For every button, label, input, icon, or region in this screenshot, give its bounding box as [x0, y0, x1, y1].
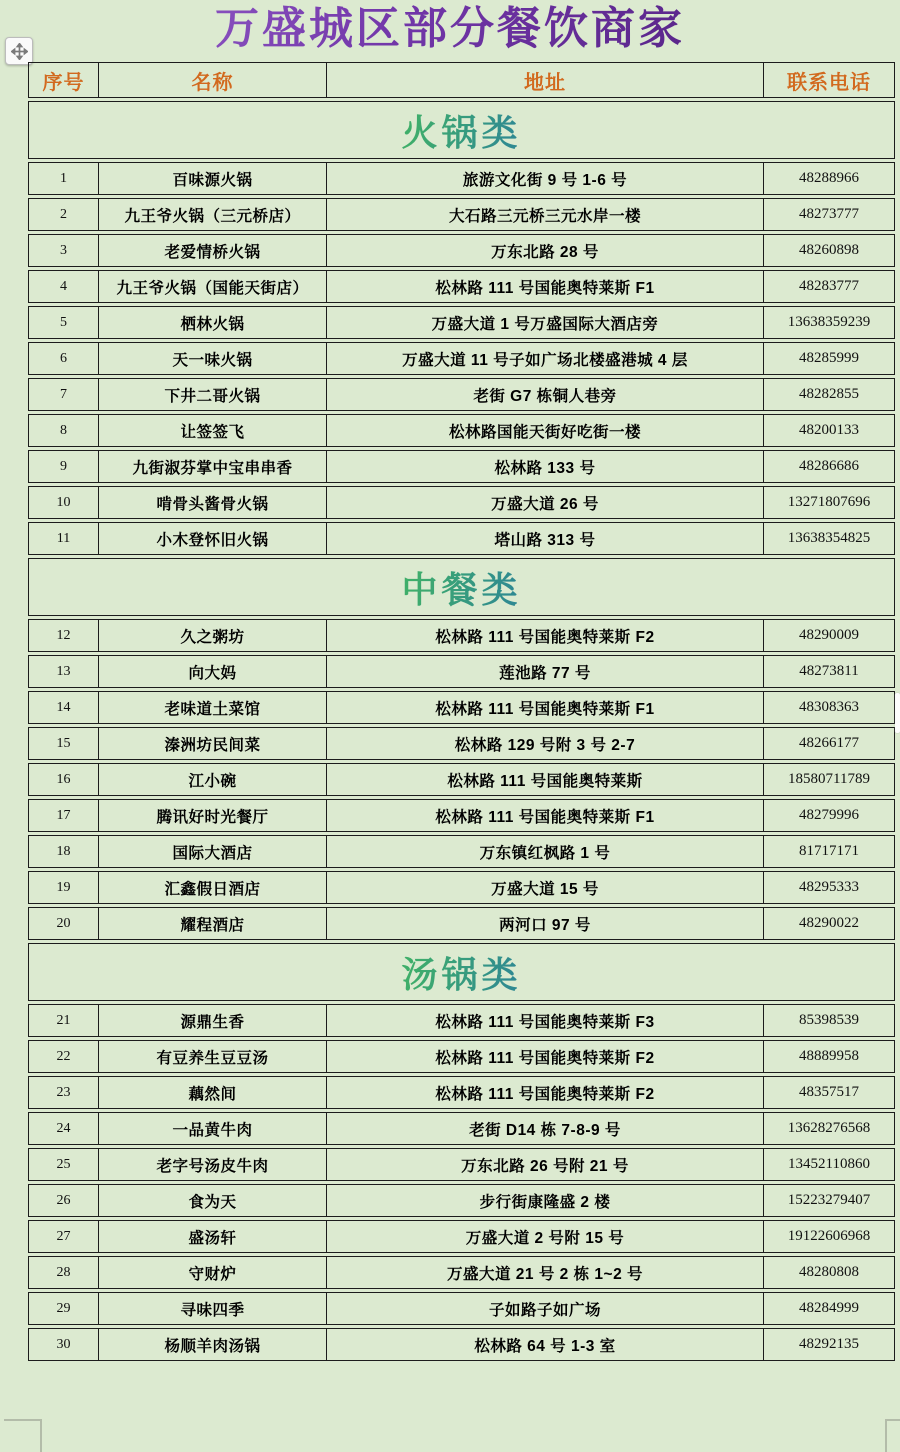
cell-phone[interactable]: 81717171 [763, 836, 894, 867]
cell-addr[interactable]: 莲池路 77 号 [326, 656, 763, 687]
cell-addr[interactable]: 塔山路 313 号 [326, 523, 763, 554]
cell-addr[interactable]: 松林路 111 号国能奥特莱斯 F1 [326, 692, 763, 723]
cell-phone[interactable]: 48288966 [763, 163, 894, 194]
table-row [28, 619, 895, 652]
table-row [28, 1004, 895, 1037]
section-label[interactable]: 汤锅类 [401, 947, 521, 998]
cell-name[interactable]: 让签签飞 [98, 415, 326, 446]
cell-phone[interactable]: 48283777 [763, 271, 894, 302]
cell-name[interactable]: 啃骨头酱骨火锅 [98, 487, 326, 518]
cell-seq[interactable]: 14 [56, 699, 71, 715]
section-label[interactable]: 火锅类 [401, 105, 521, 156]
cell-phone[interactable]: 48273777 [763, 199, 894, 230]
header-cell-addr[interactable]: 地址 [326, 63, 763, 97]
cell-addr[interactable]: 万盛大道 2 号附 15 号 [326, 1221, 763, 1252]
cell-seq[interactable]: 23 [56, 1084, 71, 1100]
cell-phone[interactable]: 48280808 [763, 1257, 894, 1288]
cell-seq[interactable]: 4 [60, 278, 67, 294]
cell-seq[interactable]: 29 [56, 1300, 71, 1316]
cell-addr[interactable]: 松林路 111 号国能奥特莱斯 F2 [326, 1077, 763, 1108]
cell-addr[interactable]: 松林路国能天街好吃街一楼 [326, 415, 763, 446]
cell-addr[interactable]: 松林路 111 号国能奥特莱斯 [326, 764, 763, 795]
cell-addr[interactable]: 老街 D14 栋 7-8-9 号 [326, 1113, 763, 1144]
table-row [28, 1328, 895, 1361]
cell-phone[interactable]: 48290022 [763, 908, 894, 939]
cell-name[interactable]: 小木登怀旧火锅 [98, 523, 326, 554]
cell-phone[interactable]: 48266177 [763, 728, 894, 759]
table-row [28, 198, 895, 231]
cell-seq[interactable]: 28 [56, 1264, 71, 1280]
cell-name[interactable]: 腾讯好时光餐厅 [98, 800, 326, 831]
table-row [28, 871, 895, 904]
cell-name[interactable]: 杨顺羊肉汤锅 [98, 1329, 326, 1360]
cell-addr[interactable]: 老街 G7 栋铜人巷旁 [326, 379, 763, 410]
cell-seq[interactable]: 15 [56, 735, 71, 751]
cell-addr[interactable]: 松林路 111 号国能奥特莱斯 F3 [326, 1005, 763, 1036]
table-row [28, 1220, 895, 1253]
cell-seq[interactable]: 9 [60, 458, 67, 474]
cell-seq[interactable]: 24 [56, 1120, 71, 1136]
cell-addr[interactable]: 松林路 133 号 [326, 451, 763, 482]
table-row [28, 1184, 895, 1217]
cell-seq[interactable]: 10 [56, 494, 71, 510]
cell-addr[interactable]: 万盛大道 15 号 [326, 872, 763, 903]
cell-seq[interactable]: 11 [56, 530, 71, 546]
cell-name[interactable]: 溱洲坊民间菜 [98, 728, 326, 759]
section-header-row [28, 558, 895, 616]
cell-name[interactable]: 食为天 [98, 1185, 326, 1216]
cell-name[interactable]: 老爱情桥火锅 [98, 235, 326, 266]
cell-name[interactable]: 久之粥坊 [98, 620, 326, 651]
cell-phone[interactable]: 48286686 [763, 451, 894, 482]
section-header-row [28, 101, 895, 159]
cell-phone[interactable]: 48295333 [763, 872, 894, 903]
table-row [28, 378, 895, 411]
cell-phone[interactable]: 85398539 [763, 1005, 894, 1036]
cell-seq[interactable]: 8 [60, 422, 67, 438]
cell-addr[interactable]: 万盛大道 26 号 [326, 487, 763, 518]
scrollbar-thumb[interactable] [895, 693, 900, 733]
cell-name[interactable]: 耀程酒店 [98, 908, 326, 939]
cell-addr[interactable]: 松林路 111 号国能奥特莱斯 F2 [326, 620, 763, 651]
section-header-row [28, 943, 895, 1001]
cell-seq[interactable]: 16 [56, 771, 71, 787]
cell-phone[interactable]: 48260898 [763, 235, 894, 266]
cell-name[interactable]: 汇鑫假日酒店 [98, 872, 326, 903]
cell-phone[interactable]: 48308363 [763, 692, 894, 723]
cell-name[interactable]: 江小碗 [98, 764, 326, 795]
table-row [28, 1292, 895, 1325]
cell-addr[interactable]: 步行街康隆盛 2 楼 [326, 1185, 763, 1216]
page-title[interactable]: 万盛城区部分餐饮商家 [0, 0, 900, 60]
table-row [28, 1148, 895, 1181]
table-row [28, 486, 895, 519]
table-row [28, 162, 895, 195]
cell-phone[interactable]: 48284999 [763, 1293, 894, 1324]
cell-phone[interactable]: 13271807696 [763, 487, 894, 518]
cell-addr[interactable]: 两河口 97 号 [326, 908, 763, 939]
cell-addr[interactable]: 松林路 111 号国能奥特莱斯 F2 [326, 1041, 763, 1072]
cell-seq[interactable]: 2 [60, 206, 67, 222]
cell-seq[interactable]: 22 [56, 1048, 71, 1064]
cell-name[interactable]: 栖林火锅 [98, 307, 326, 338]
cell-addr[interactable]: 旅游文化街 9 号 1-6 号 [326, 163, 763, 194]
table-row [28, 727, 895, 760]
header-cell-seq[interactable]: 序号 [42, 71, 85, 94]
cell-name[interactable]: 藕然间 [98, 1077, 326, 1108]
cell-name[interactable]: 老味道土菜馆 [98, 692, 326, 723]
cell-seq[interactable]: 19 [56, 879, 71, 895]
cell-addr[interactable]: 松林路 111 号国能奥特莱斯 F1 [326, 271, 763, 302]
header-cell-name[interactable]: 名称 [98, 63, 326, 97]
table-row [28, 414, 895, 447]
cell-addr[interactable]: 松林路 129 号附 3 号 2-7 [326, 728, 763, 759]
cell-phone[interactable]: 13638354825 [763, 523, 894, 554]
cell-phone[interactable]: 48292135 [763, 1329, 894, 1360]
table-row [28, 799, 895, 832]
cell-name[interactable]: 有豆养生豆豆汤 [98, 1041, 326, 1072]
bottom-left-margin-mark [4, 1419, 42, 1452]
table-row [28, 835, 895, 868]
cell-addr[interactable]: 万盛大道 1 号万盛国际大酒店旁 [326, 307, 763, 338]
table-row [28, 270, 895, 303]
cell-phone[interactable]: 48290009 [763, 620, 894, 651]
cell-seq[interactable]: 3 [60, 242, 67, 258]
cell-seq[interactable]: 26 [56, 1192, 71, 1208]
cell-name[interactable]: 百味源火锅 [98, 163, 326, 194]
cell-name[interactable]: 寻味四季 [98, 1293, 326, 1324]
cell-phone[interactable]: 48889958 [763, 1041, 894, 1072]
cell-seq[interactable]: 7 [60, 386, 67, 402]
cell-phone[interactable]: 48200133 [763, 415, 894, 446]
header-cell-phone[interactable]: 联系电话 [763, 63, 894, 97]
cell-seq[interactable]: 21 [56, 1012, 71, 1028]
cell-addr[interactable]: 万东北路 26 号附 21 号 [326, 1149, 763, 1180]
table-row [28, 655, 895, 688]
table-row [28, 1076, 895, 1109]
cell-name[interactable]: 天一味火锅 [98, 343, 326, 374]
cell-phone[interactable]: 19122606968 [763, 1221, 894, 1252]
cell-phone[interactable]: 18580711789 [763, 764, 894, 795]
section-label[interactable]: 中餐类 [401, 562, 521, 613]
cell-seq[interactable]: 1 [60, 170, 67, 186]
cell-name[interactable]: 盛汤轩 [98, 1221, 326, 1252]
table-header-row [28, 62, 895, 98]
restaurant-table [28, 62, 895, 1364]
cell-phone[interactable]: 48279996 [763, 800, 894, 831]
cell-seq[interactable]: 27 [56, 1228, 71, 1244]
cell-name[interactable]: 源鼎生香 [98, 1005, 326, 1036]
cell-name[interactable]: 一品黄牛肉 [98, 1113, 326, 1144]
table-row [28, 1256, 895, 1289]
cell-seq[interactable]: 17 [56, 807, 71, 823]
cell-name[interactable]: 国际大酒店 [98, 836, 326, 867]
table-row [28, 691, 895, 724]
bottom-right-margin-mark [885, 1419, 900, 1452]
cell-phone[interactable]: 48285999 [763, 343, 894, 374]
table-row [28, 763, 895, 796]
cell-seq[interactable]: 20 [56, 915, 71, 931]
cell-addr[interactable]: 子如路子如广场 [326, 1293, 763, 1324]
cell-addr[interactable]: 万东北路 28 号 [326, 235, 763, 266]
cell-name[interactable]: 守财炉 [98, 1257, 326, 1288]
table-row [28, 522, 895, 555]
cell-name[interactable]: 老字号汤皮牛肉 [98, 1149, 326, 1180]
cell-name[interactable]: 向大妈 [98, 656, 326, 687]
cell-phone[interactable]: 13638359239 [763, 307, 894, 338]
cell-seq[interactable]: 6 [60, 350, 67, 366]
table-row [28, 1040, 895, 1073]
cell-phone[interactable]: 48282855 [763, 379, 894, 410]
cell-seq[interactable]: 30 [56, 1336, 71, 1352]
cell-name[interactable]: 九王爷火锅（三元桥店） [98, 199, 326, 230]
cell-seq[interactable]: 25 [56, 1156, 71, 1172]
cell-addr[interactable]: 大石路三元桥三元水岸一楼 [326, 199, 763, 230]
cell-name[interactable]: 九街淑芬掌中宝串串香 [98, 451, 326, 482]
table-row [28, 306, 895, 339]
cell-seq[interactable]: 12 [56, 627, 71, 643]
cell-phone[interactable]: 15223279407 [763, 1185, 894, 1216]
cell-name[interactable]: 下井二哥火锅 [98, 379, 326, 410]
cell-addr[interactable]: 松林路 111 号国能奥特莱斯 F1 [326, 800, 763, 831]
table-row [28, 1112, 895, 1145]
cell-addr[interactable]: 万东镇红枫路 1 号 [326, 836, 763, 867]
table-row [28, 342, 895, 375]
cell-seq[interactable]: 5 [60, 314, 67, 330]
cell-addr[interactable]: 松林路 64 号 1-3 室 [326, 1329, 763, 1360]
cell-phone[interactable]: 13628276568 [763, 1113, 894, 1144]
cell-name[interactable]: 九王爷火锅（国能天街店） [98, 271, 326, 302]
cell-phone[interactable]: 13452110860 [763, 1149, 894, 1180]
cell-phone[interactable]: 48357517 [763, 1077, 894, 1108]
cell-addr[interactable]: 万盛大道 11 号子如广场北楼盛港城 4 层 [326, 343, 763, 374]
cell-addr[interactable]: 万盛大道 21 号 2 栋 1~2 号 [326, 1257, 763, 1288]
cell-seq[interactable]: 18 [56, 843, 71, 859]
table-row [28, 234, 895, 267]
cell-seq[interactable]: 13 [56, 663, 71, 679]
table-row [28, 907, 895, 940]
table-row [28, 450, 895, 483]
cell-phone[interactable]: 48273811 [763, 656, 894, 687]
